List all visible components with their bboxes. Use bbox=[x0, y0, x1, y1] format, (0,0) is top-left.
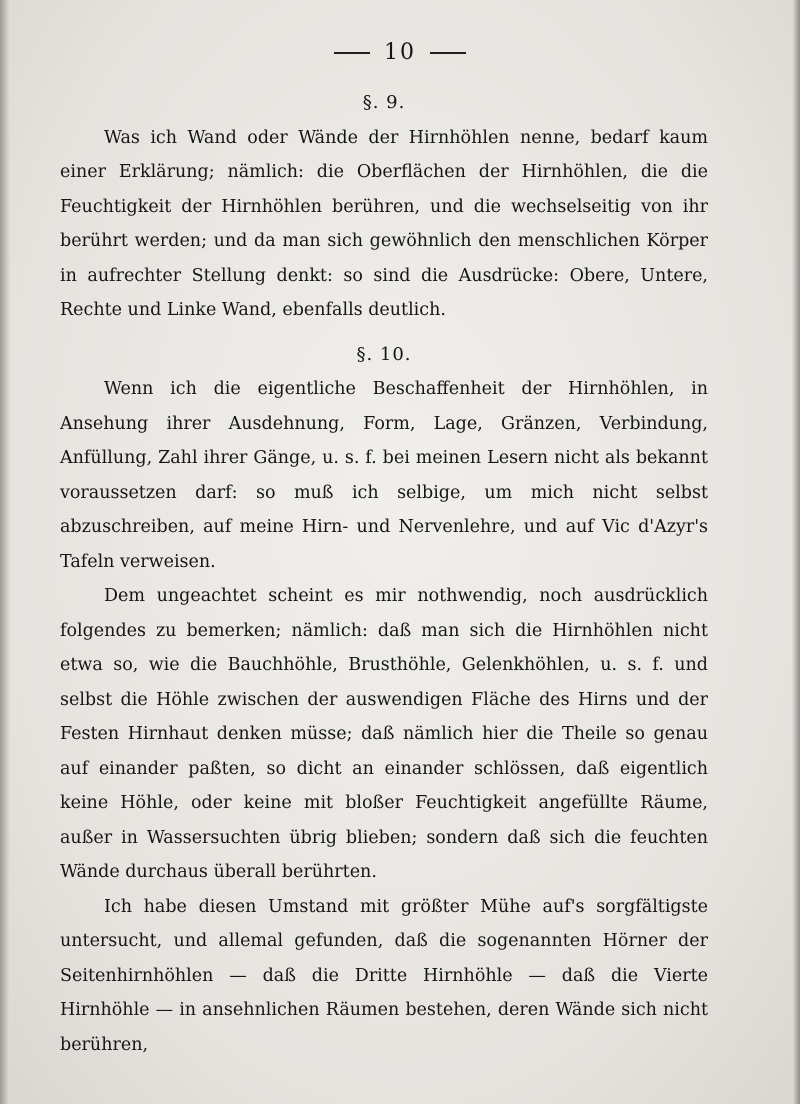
paragraph: Ich habe diesen Umstand mit größter Mühe auf's sorgfältigste untersucht, und allemal gefunden, daß die sogenannten Hörner der Seitenhirnhöhlen — daß die Dritte Hirnhöhle — daß die Vierte Hirnhöhle — in ansehnlichen Räumen bestehen, deren Wände sich nicht berühren, bbox=[60, 896, 708, 1055]
header-dash-right bbox=[430, 52, 466, 54]
paragraph: Wenn ich die eigentliche Beschaffenheit der Hirnhöhlen, in Ansehung ihrer Ausdehnung, Form, Lage, Gränzen, Verbindung, Anfüllung, Zahl ihrer Gänge, u. s. f. bei meinen Lesern nicht als bekannt voraussetzen darf: so muß ich selbige, um mich nicht selbst abzuschreiben, auf meine Hirn- und Nervenlehre, und auf Vic d'Azyr's Tafeln verweisen. bbox=[60, 379, 708, 572]
body-text bbox=[60, 86, 708, 1062]
section-heading-10: §. 10. bbox=[356, 343, 412, 365]
header-dash-left bbox=[334, 52, 370, 54]
paragraph: Was ich Wand oder Wände der Hirnhöhlen nenne, bedarf kaum einer Erklärung; nämlich: die Oberflächen der Hirnhöhlen, die die Feuchtigkeit der Hirnhöhlen berühren, und die wechselseitig von ihr berührt werden; und da man sich gewöhnlich den menschlichen Körper in aufrechter Stellung denkt: so sind die Ausdrücke: Obere, Untere, Rechte und Linke Wand, ebenfalls deutlich. bbox=[60, 127, 708, 320]
page-number: 10 bbox=[384, 40, 416, 65]
page-edge-left bbox=[0, 0, 10, 1104]
page-edge-right bbox=[792, 0, 800, 1104]
page-header bbox=[0, 40, 800, 65]
paragraph: Dem ungeachtet scheint es mir nothwendig, noch ausdrücklich folgendes zu bemerken; nämlich: daß man sich die Hirnhöhlen nicht etwa so, wie die Bauchhöhle, Brusthöhle, Gelenkhöhlen, u. s. f. und selbst die Höhle zwischen der auswendigen Fläche des Hirns und der Festen Hirnhaut denken müsse; daß nämlich hier die Theile so genau auf einander paßten, so dicht an einander schlössen, daß eigentlich keine Höhle, oder keine mit bloßer Feuchtigkeit angefüllte Räume, außer in Wassersuchten übrig blieben; sondern daß sich die feuchten Wände durchaus überall berührten. bbox=[60, 586, 708, 882]
section-heading-9: §. 9. bbox=[362, 92, 406, 113]
